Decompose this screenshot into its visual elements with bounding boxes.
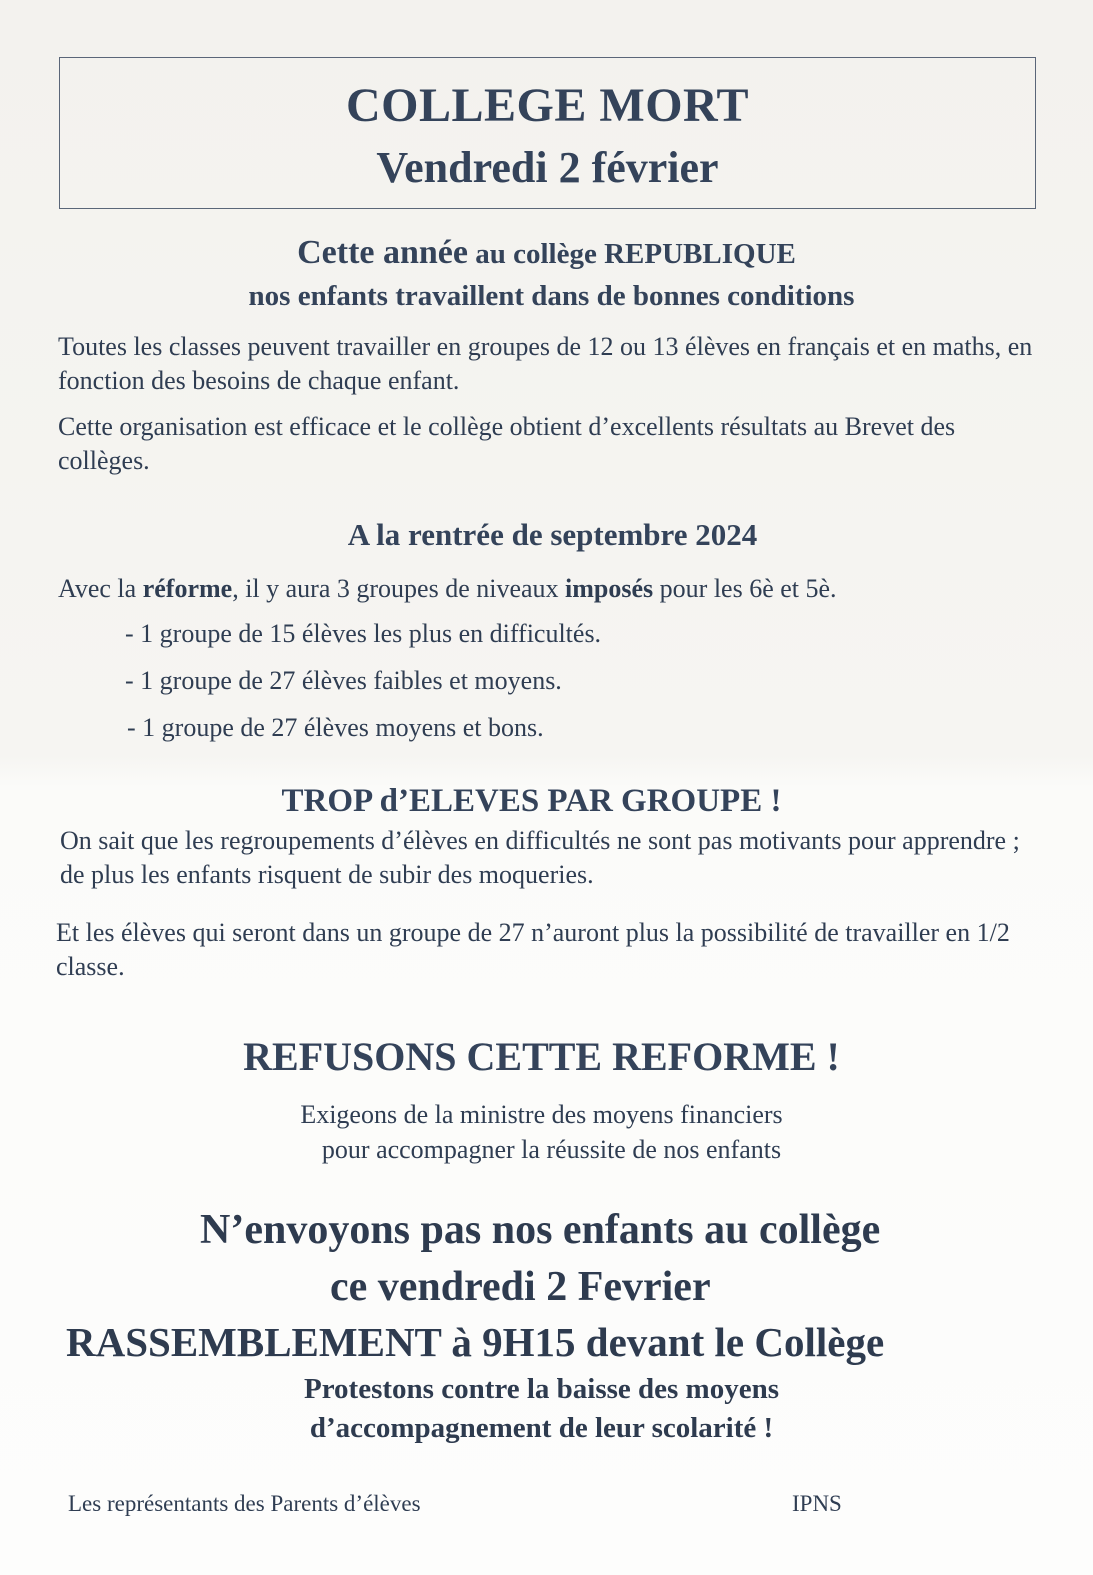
group-list-item: - 1 groupe de 15 élèves les plus en difficultés. xyxy=(125,619,602,648)
title-box xyxy=(59,57,1036,209)
trop-heading: TROP d’ELEVES PAR GROUPE ! xyxy=(281,783,782,819)
rentree-heading: A la rentrée de septembre 2024 xyxy=(347,517,758,552)
footer-ipns: IPNS xyxy=(792,1491,842,1516)
title-main: COLLEGE MORT xyxy=(345,79,750,132)
group-list-item: - 1 groupe de 27 élèves faibles et moyens. xyxy=(125,666,562,695)
call-rassemblement: RASSEMBLEMENT à 9H15 devant le Collège xyxy=(66,1319,885,1365)
intro-heading-big: Cette année xyxy=(297,234,468,271)
refus-line-1: Exigeons de la ministre des moyens financiers xyxy=(300,1100,783,1129)
rentree-paragraph xyxy=(58,572,1048,606)
refus-heading: REFUSONS CETTE REFORME ! xyxy=(243,1034,840,1079)
intro-paragraph-1: Toutes les classes peuvent travailler en groupes de 12 ou 13 élèves en français et en maths, en fonction des besoins de chaque enfant. xyxy=(58,332,1033,395)
intro-heading-small: au collège REPUBLIQUE xyxy=(468,238,796,270)
intro-paragraph-2: Cette organisation est efficace et le collège obtient d’excellents résultats au Brevet des collèges. xyxy=(58,412,956,475)
footer-signature: Les représentants des Parents d’élèves xyxy=(68,1491,421,1516)
intro-heading xyxy=(0,234,1093,272)
group-list-item: - 1 groupe de 27 élèves moyens et bons. xyxy=(127,713,544,742)
trop-paragraph-1: On sait que les regroupements d’élèves en difficultés ne sont pas motivants pour apprendre ; de plus les enfants risquent de subir des moqueries. xyxy=(60,826,1020,889)
protest-line-1: Protestons contre la baisse des moyens xyxy=(304,1373,779,1405)
rentree-bold-imposes: imposés xyxy=(565,574,654,603)
call-line-1: N’envoyons pas nos enfants au collège xyxy=(200,1207,881,1253)
refus-line-2: pour accompagner la réussite de nos enfants xyxy=(321,1135,782,1164)
protest-line-2: d’accompagnement de leur scolarité ! xyxy=(309,1412,774,1444)
intro-subheading: nos enfants travaillent dans de bonnes conditions xyxy=(248,280,855,312)
title-date: Vendredi 2 février xyxy=(376,143,719,192)
rentree-bold-reforme: réforme xyxy=(142,574,233,603)
call-line-2: ce vendredi 2 Fevrier xyxy=(330,1264,711,1310)
trop-paragraph-2: Et les élèves qui seront dans un groupe de 27 n’auront plus la possibilité de travailler en 1/2 classe. xyxy=(56,918,1010,981)
rentree-text-b: , il y aura 3 groupes de niveaux xyxy=(232,574,566,603)
rentree-text-a: Avec la xyxy=(58,574,143,603)
rentree-text-c: pour les 6è et 5è. xyxy=(653,574,837,603)
